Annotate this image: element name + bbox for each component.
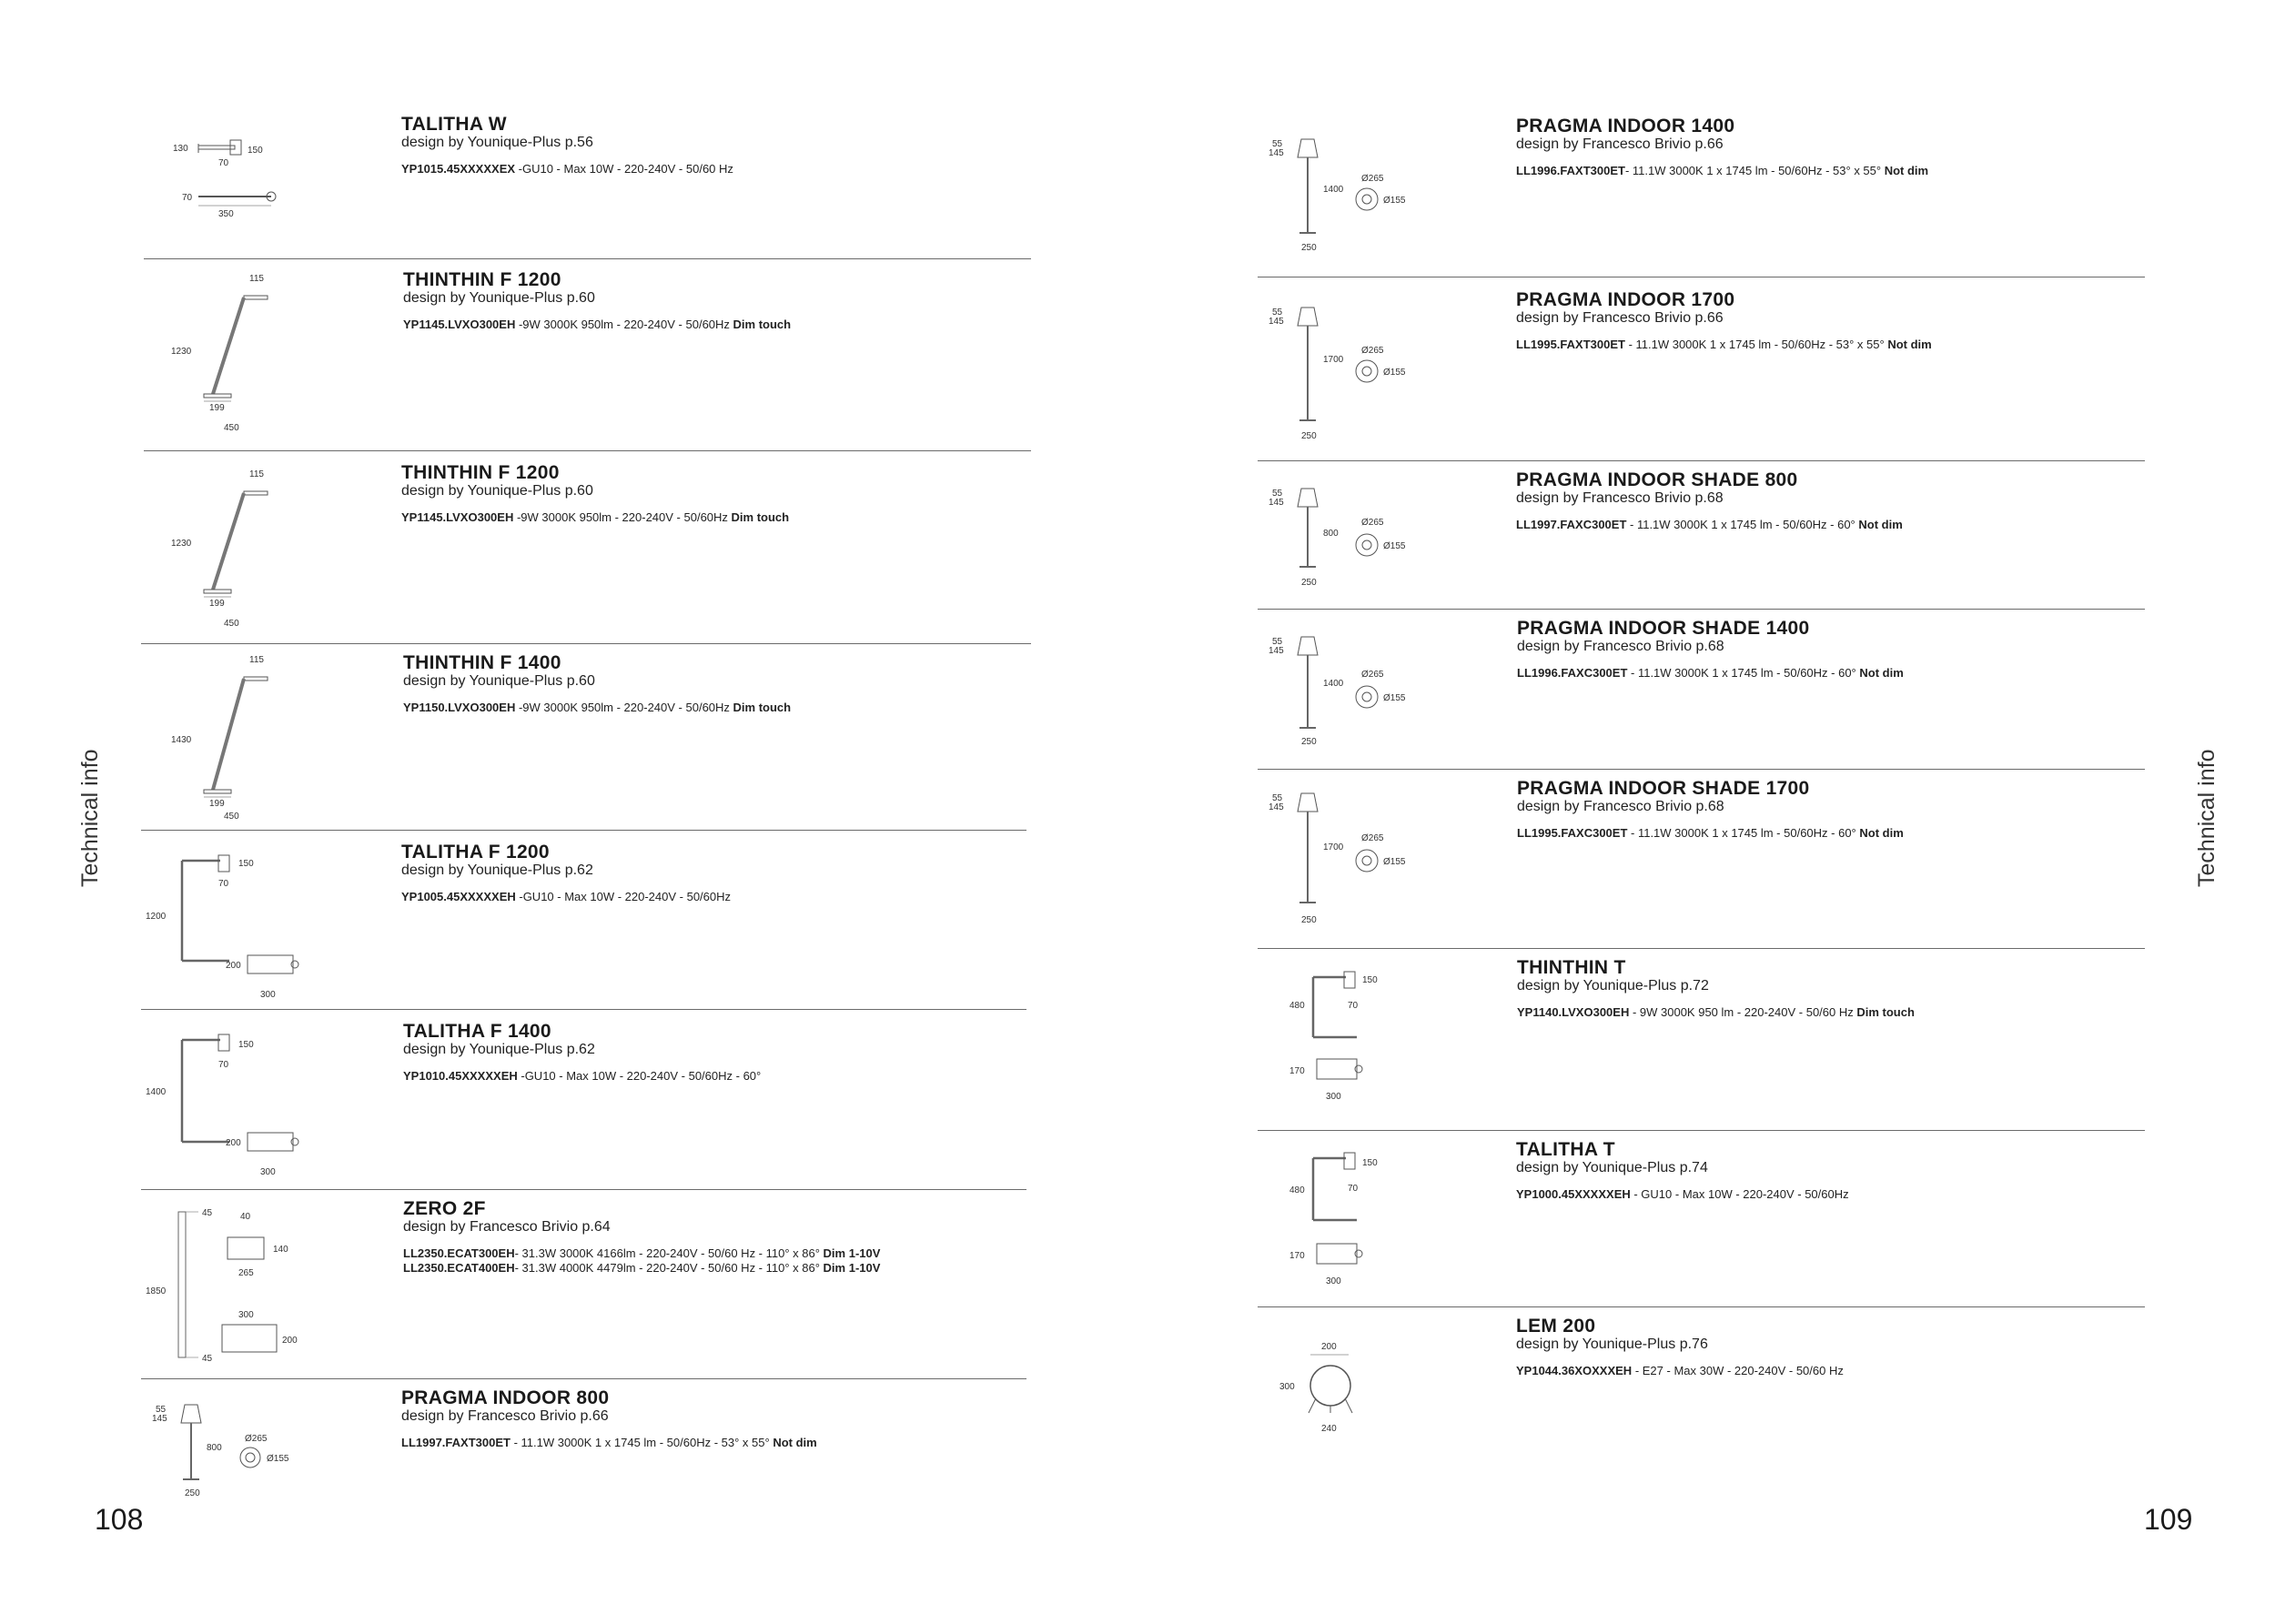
dimension-label: 55 bbox=[1272, 139, 1283, 149]
dimension-label: 250 bbox=[1301, 243, 1317, 253]
dimension-label: 40 bbox=[240, 1212, 251, 1222]
product-name: PRAGMA INDOOR 1700 bbox=[1516, 289, 1735, 310]
product-entry bbox=[1258, 461, 2145, 610]
product-entry bbox=[141, 1010, 1026, 1190]
product-entry bbox=[1258, 1307, 2145, 1489]
dimension-label: 55 bbox=[1272, 793, 1283, 803]
dimension-label: 70 bbox=[218, 879, 229, 889]
dimension-label: 480 bbox=[1289, 1001, 1305, 1011]
product-spec: YP1145.LVXO300EH -9W 3000K 950lm - 220-240V - 50/60Hz Dim touch bbox=[401, 510, 790, 524]
dimension-label: Ø265 bbox=[245, 1434, 268, 1444]
product-name: THINTHIN F 1200 bbox=[401, 462, 560, 483]
dimension-label: 1400 bbox=[1323, 185, 1344, 195]
product-designer: design by Younique-Plus p.62 bbox=[403, 1042, 595, 1057]
dimension-label: 170 bbox=[1289, 1066, 1305, 1076]
dimension-label: 240 bbox=[1321, 1424, 1337, 1434]
dimension-label: 55 bbox=[156, 1405, 167, 1415]
dimension-label: 300 bbox=[238, 1310, 254, 1320]
product-entry bbox=[1258, 1131, 2145, 1307]
dimension-label: 480 bbox=[1289, 1185, 1305, 1195]
dimension-label: 350 bbox=[218, 209, 234, 219]
product-entry bbox=[144, 109, 1031, 259]
dimension-label: 150 bbox=[1362, 975, 1378, 985]
product-entry bbox=[1258, 277, 2145, 461]
dimension-label: Ø265 bbox=[1361, 833, 1384, 843]
dimension-label: 1230 bbox=[171, 539, 192, 549]
technical-drawing bbox=[1262, 1149, 1444, 1308]
product-entry bbox=[141, 644, 1026, 831]
product-name: THINTHIN T bbox=[1517, 957, 1626, 978]
dimension-label: 300 bbox=[1279, 1382, 1295, 1392]
dimension-label: 150 bbox=[238, 1040, 254, 1050]
talitha-w-drawing bbox=[171, 136, 280, 246]
technical-drawing bbox=[171, 655, 308, 828]
dimension-label: 145 bbox=[1269, 646, 1284, 656]
dimension-label: Ø155 bbox=[1383, 196, 1406, 206]
product-name: PRAGMA INDOOR 1400 bbox=[1516, 116, 1735, 136]
product-designer: design by Francesco Brivio p.68 bbox=[1517, 639, 1724, 654]
dimension-label: 55 bbox=[1272, 308, 1283, 318]
product-name: TALITHA T bbox=[1516, 1139, 1615, 1160]
product-spec: YP1044.36XOXXXEH - E27 - Max 30W - 220-240V - 50/60 Hz bbox=[1516, 1364, 1844, 1377]
product-spec: LL1995.FAXT300ET - 11.1W 3000K 1 x 1745 lm - 50/60Hz - 53° x 55° Not dim bbox=[1516, 338, 1932, 351]
dimension-label: 150 bbox=[248, 146, 263, 156]
dimension-label: 45 bbox=[202, 1208, 213, 1218]
technical-drawing bbox=[1262, 972, 1444, 1131]
product-name: LEM 200 bbox=[1516, 1316, 1596, 1337]
dimension-label: 55 bbox=[1272, 489, 1283, 499]
technical-drawing bbox=[1267, 1342, 1412, 1474]
dimension-label: 1700 bbox=[1323, 842, 1344, 852]
technical-drawing bbox=[171, 274, 308, 438]
technical-drawing bbox=[1267, 637, 1431, 769]
dimension-label: 450 bbox=[224, 423, 239, 433]
technical-drawing bbox=[146, 1033, 328, 1192]
dimension-label: 300 bbox=[1326, 1276, 1341, 1286]
dimension-label: 199 bbox=[209, 599, 225, 609]
dimension-label: 150 bbox=[1362, 1158, 1378, 1168]
dimension-label: 200 bbox=[226, 1138, 241, 1148]
product-entry bbox=[141, 451, 1031, 644]
product-designer: design by Younique-Plus p.60 bbox=[403, 673, 595, 689]
dimension-label: 1700 bbox=[1323, 355, 1344, 365]
product-spec: YP1140.LVXO300EH - 9W 3000K 950 lm - 220-240V - 50/60 Hz Dim touch bbox=[1517, 1005, 1915, 1019]
dimension-label: 1230 bbox=[171, 347, 192, 357]
technical-drawing bbox=[1267, 489, 1431, 607]
product-designer: design by Francesco Brivio p.68 bbox=[1517, 799, 1724, 814]
dimension-label: 1400 bbox=[146, 1087, 167, 1097]
product-entry bbox=[141, 1379, 1026, 1507]
technical-drawing bbox=[146, 853, 328, 1013]
dimension-label: 200 bbox=[1321, 1342, 1337, 1352]
product-spec: YP1005.45XXXXXEH -GU10 - Max 10W - 220-240V - 50/60Hz bbox=[401, 890, 732, 903]
dimension-label: 145 bbox=[1269, 317, 1284, 327]
product-designer: design by Francesco Brivio p.64 bbox=[403, 1219, 611, 1235]
dimension-label: 145 bbox=[1269, 802, 1284, 812]
product-entry bbox=[1258, 109, 2145, 277]
product-entry bbox=[1258, 610, 2145, 770]
product-spec: YP1010.45XXXXXEH -GU10 - Max 10W - 220-240V - 50/60Hz - 60° bbox=[403, 1069, 762, 1083]
product-name: PRAGMA INDOOR SHADE 1700 bbox=[1517, 778, 1810, 799]
product-name: THINTHIN F 1400 bbox=[403, 652, 561, 673]
technical-drawing bbox=[171, 136, 280, 250]
dimension-label: 250 bbox=[1301, 915, 1317, 925]
technical-drawing bbox=[1267, 793, 1431, 943]
dimension-label: 115 bbox=[249, 655, 264, 665]
dimension-label: Ø155 bbox=[1383, 693, 1406, 703]
page-number-left: 108 bbox=[95, 1503, 144, 1536]
dimension-label: 70 bbox=[1348, 1001, 1359, 1011]
product-designer: design by Francesco Brivio p.66 bbox=[1516, 310, 1724, 326]
side-label-left: Technical info bbox=[77, 749, 103, 887]
dimension-label: 200 bbox=[282, 1336, 298, 1346]
product-spec: LL1997.FAXT300ET - 11.1W 3000K 1 x 1745 lm - 50/60Hz - 53° x 55° Not dim bbox=[401, 1436, 817, 1449]
product-spec: LL1996.FAXC300ET - 11.1W 3000K 1 x 1745 lm - 50/60Hz - 60° Not dim bbox=[1517, 666, 1904, 680]
product-spec: LL2350.ECAT300EH- 31.3W 3000K 4166lm - 220-240V - 50/60 Hz - 110° x 86° Dim 1-10V bbox=[403, 1246, 881, 1260]
product-designer: design by Francesco Brivio p.68 bbox=[1516, 490, 1724, 506]
product-spec: YP1150.LVXO300EH -9W 3000K 950lm - 220-240V - 50/60Hz Dim touch bbox=[403, 701, 792, 714]
product-designer: design by Younique-Plus p.62 bbox=[401, 862, 593, 878]
dimension-label: 145 bbox=[152, 1414, 167, 1424]
dimension-label: Ø265 bbox=[1361, 670, 1384, 680]
technical-drawing bbox=[146, 1199, 328, 1381]
dimension-label: 70 bbox=[182, 193, 193, 203]
product-entry bbox=[144, 259, 1031, 451]
right-page bbox=[1138, 0, 2275, 1624]
product-name: TALITHA F 1200 bbox=[401, 842, 550, 862]
page-number-right: 109 bbox=[2144, 1503, 2193, 1536]
dimension-label: 70 bbox=[218, 158, 229, 168]
product-entry bbox=[141, 1190, 1026, 1379]
dimension-label: 140 bbox=[273, 1245, 288, 1255]
dimension-label: 115 bbox=[249, 469, 264, 479]
dimension-label: 145 bbox=[1269, 498, 1284, 508]
dimension-label: 265 bbox=[238, 1268, 254, 1278]
dimension-label: 450 bbox=[224, 812, 239, 822]
side-label-right: Technical info bbox=[2194, 749, 2219, 887]
dimension-label: 55 bbox=[1272, 637, 1283, 647]
dimension-label: 250 bbox=[1301, 737, 1317, 747]
product-designer: design by Younique-Plus p.72 bbox=[1517, 978, 1709, 994]
product-spec: LL1997.FAXC300ET - 11.1W 3000K 1 x 1745 lm - 50/60Hz - 60° Not dim bbox=[1516, 518, 1903, 531]
product-designer: design by Younique-Plus p.76 bbox=[1516, 1337, 1708, 1352]
product-spec: LL1996.FAXT300ET- 11.1W 3000K 1 x 1745 lm - 50/60Hz - 53° x 55° Not dim bbox=[1516, 164, 1929, 177]
dimension-label: 70 bbox=[218, 1060, 229, 1070]
dimension-label: 150 bbox=[238, 859, 254, 869]
product-name: ZERO 2F bbox=[403, 1198, 486, 1219]
product-designer: design by Younique-Plus p.60 bbox=[401, 483, 593, 499]
product-name: PRAGMA INDOOR SHADE 800 bbox=[1516, 469, 1798, 490]
dimension-label: 199 bbox=[209, 403, 225, 413]
dimension-label: 170 bbox=[1289, 1251, 1305, 1261]
technical-drawing bbox=[150, 1405, 314, 1509]
product-name: TALITHA W bbox=[401, 114, 507, 135]
product-spec: YP1145.LVXO300EH -9W 3000K 950lm - 220-240V - 50/60Hz Dim touch bbox=[403, 318, 792, 331]
dimension-label: 300 bbox=[1326, 1092, 1341, 1102]
dimension-label: 1200 bbox=[146, 912, 167, 922]
dimension-label: 115 bbox=[249, 274, 264, 284]
dimension-label: 145 bbox=[1269, 148, 1284, 158]
product-name: PRAGMA INDOOR 800 bbox=[401, 1387, 610, 1408]
dimension-label: Ø155 bbox=[1383, 857, 1406, 867]
dimension-label: 800 bbox=[1323, 529, 1339, 539]
dimension-label: Ø265 bbox=[1361, 346, 1384, 356]
technical-drawing bbox=[1267, 308, 1431, 458]
product-designer: design by Francesco Brivio p.66 bbox=[1516, 136, 1724, 152]
dimension-label: 450 bbox=[224, 619, 239, 629]
product-name: THINTHIN F 1200 bbox=[403, 269, 561, 290]
dimension-label: Ø155 bbox=[1383, 541, 1406, 551]
dimension-label: 800 bbox=[207, 1443, 222, 1453]
dimension-label: 300 bbox=[260, 990, 276, 1000]
dimension-label: Ø155 bbox=[267, 1454, 289, 1464]
dimension-label: 1850 bbox=[146, 1286, 167, 1296]
dimension-label: 130 bbox=[173, 144, 188, 154]
dimension-label: 1400 bbox=[1323, 679, 1344, 689]
dimension-label: 200 bbox=[226, 961, 241, 971]
product-designer: design by Younique-Plus p.60 bbox=[403, 290, 595, 306]
dimension-label: 199 bbox=[209, 799, 225, 809]
product-entry bbox=[141, 831, 1026, 1010]
technical-drawing bbox=[1267, 139, 1431, 271]
technical-drawing bbox=[171, 469, 308, 633]
product-spec-2: LL2350.ECAT400EH- 31.3W 4000K 4479lm - 220-240V - 50/60 Hz - 110° x 86° Dim 1-10V bbox=[403, 1261, 881, 1275]
product-designer: design by Francesco Brivio p.66 bbox=[401, 1408, 609, 1424]
dimension-label: 70 bbox=[1348, 1184, 1359, 1194]
product-name: PRAGMA INDOOR SHADE 1400 bbox=[1517, 618, 1810, 639]
dimension-label: 250 bbox=[1301, 431, 1317, 441]
product-entry bbox=[1258, 949, 2145, 1131]
dimension-label: 250 bbox=[1301, 578, 1317, 588]
product-spec: YP1015.45XXXXXEX -GU10 - Max 10W - 220-240V - 50/60 Hz bbox=[401, 162, 733, 176]
dimension-label: 45 bbox=[202, 1354, 213, 1364]
dimension-label: Ø155 bbox=[1383, 368, 1406, 378]
dimension-label: Ø265 bbox=[1361, 518, 1384, 528]
dimension-label: 250 bbox=[185, 1488, 200, 1498]
product-entry bbox=[1258, 770, 2145, 949]
dimension-label: 1430 bbox=[171, 735, 192, 745]
dimension-label: 300 bbox=[260, 1167, 276, 1177]
product-spec: YP1000.45XXXXXEH - GU10 - Max 10W - 220-240V - 50/60Hz bbox=[1516, 1187, 1849, 1201]
product-spec: LL1995.FAXC300ET - 11.1W 3000K 1 x 1745 lm - 50/60Hz - 60° Not dim bbox=[1517, 826, 1904, 840]
product-designer: design by Younique-Plus p.74 bbox=[1516, 1160, 1708, 1175]
dimension-label: Ø265 bbox=[1361, 174, 1384, 184]
product-name: TALITHA F 1400 bbox=[403, 1021, 551, 1042]
product-designer: design by Younique-Plus p.56 bbox=[401, 135, 593, 150]
